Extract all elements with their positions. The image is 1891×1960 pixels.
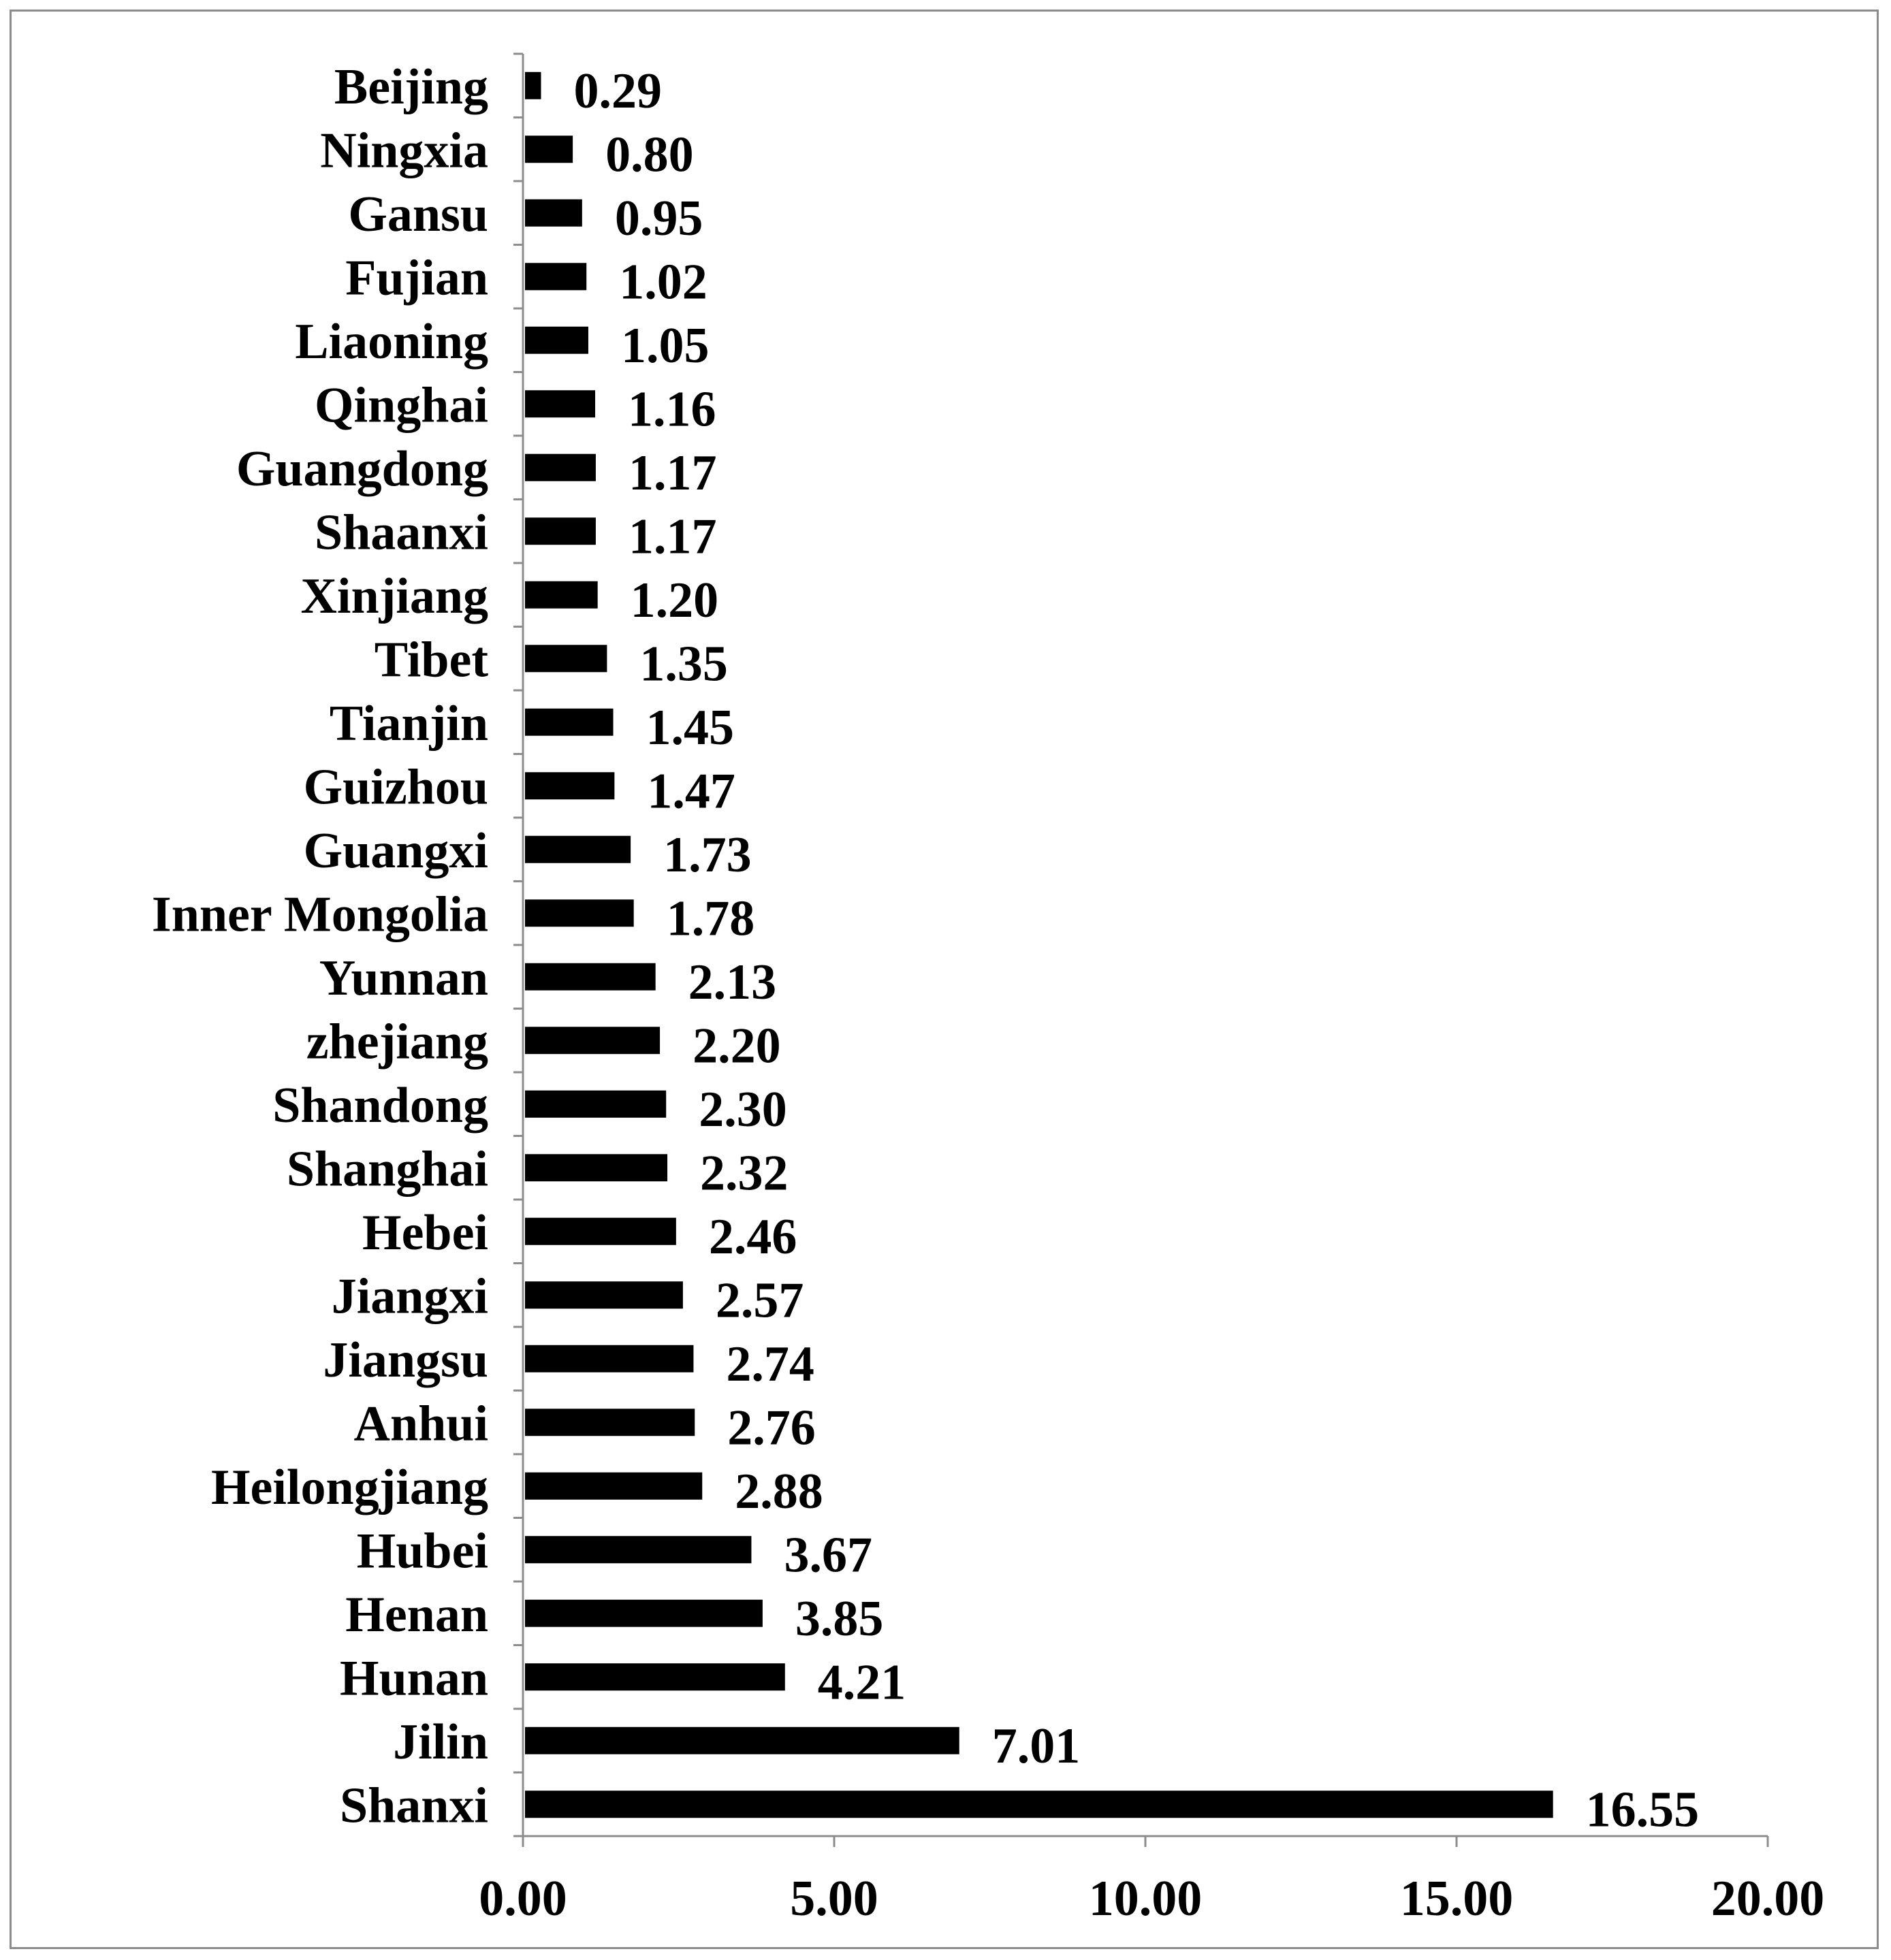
bar	[525, 263, 586, 290]
category-label: Jiangsu	[323, 1332, 488, 1388]
category-label: Hunan	[339, 1650, 488, 1707]
data-label: 1.16	[628, 381, 716, 438]
data-label: 2.76	[727, 1400, 816, 1456]
data-label: 2.46	[708, 1208, 797, 1265]
data-label: 0.29	[573, 63, 663, 119]
data-label: 3.67	[784, 1527, 872, 1584]
data-label: 1.45	[646, 699, 735, 756]
x-tick-label: 0.00	[479, 1871, 567, 1927]
bar	[525, 1409, 695, 1436]
data-label: 2.74	[726, 1336, 814, 1392]
category-label: Shanxi	[339, 1778, 488, 1834]
data-label: 1.73	[663, 826, 752, 883]
bar	[525, 135, 573, 163]
bar	[525, 390, 595, 417]
label-layer	[152, 59, 1699, 1838]
category-label: Guizhou	[303, 759, 488, 816]
category-label: Guangdong	[236, 440, 488, 497]
bar	[525, 517, 596, 545]
bar	[525, 581, 598, 609]
x-tick-label: 20.00	[1711, 1871, 1825, 1927]
category-label: Ningxia	[320, 123, 488, 179]
category-label: Xinjiang	[300, 568, 488, 624]
data-label: 1.17	[628, 445, 717, 501]
category-label: zhejiang	[306, 1014, 488, 1070]
data-label: 2.57	[715, 1272, 804, 1329]
category-label: Hebei	[362, 1204, 488, 1261]
bar-chart	[12, 12, 1881, 1951]
category-label: Shanghai	[286, 1141, 488, 1198]
data-label: 16.55	[1585, 1782, 1700, 1838]
category-label: Yunnan	[319, 950, 488, 1006]
data-label: 2.88	[735, 1463, 823, 1520]
bar	[525, 72, 541, 99]
bar	[525, 899, 634, 927]
data-label: 0.95	[614, 190, 703, 246]
bar	[525, 1154, 667, 1181]
bar	[525, 1281, 683, 1308]
data-label: 1.17	[628, 509, 717, 565]
category-label: Heilongjiang	[210, 1459, 488, 1515]
category-label: Gansu	[348, 186, 488, 242]
data-label: 2.13	[688, 954, 777, 1010]
chart-frame	[10, 10, 1879, 1949]
category-label: Inner Mongolia	[151, 886, 488, 943]
bar	[525, 1091, 666, 1118]
data-label: 1.35	[639, 636, 728, 692]
data-label: 1.05	[620, 317, 710, 374]
data-label: 2.20	[693, 1018, 781, 1074]
bar	[525, 772, 614, 799]
data-label: 0.80	[605, 127, 694, 183]
bar	[525, 1473, 702, 1500]
data-label: 1.47	[647, 763, 735, 820]
bar	[525, 1027, 660, 1054]
data-label: 1.02	[619, 254, 708, 310]
bar	[525, 1727, 959, 1754]
data-label: 4.21	[817, 1654, 906, 1711]
category-label: Anhui	[353, 1396, 488, 1452]
x-tick-label: 10.00	[1088, 1871, 1203, 1927]
bar	[525, 199, 582, 227]
category-label: Guangxi	[303, 822, 488, 879]
data-label: 7.01	[991, 1718, 1081, 1774]
bar	[525, 963, 656, 991]
bar	[525, 1790, 1553, 1818]
bar	[525, 454, 596, 481]
data-label: 1.78	[666, 890, 755, 947]
category-label: Fujian	[345, 250, 488, 306]
bar	[525, 1218, 676, 1245]
category-label: Jilin	[393, 1714, 488, 1770]
category-label: Shandong	[272, 1077, 488, 1134]
category-label: Liaoning	[295, 313, 488, 370]
data-label: 2.32	[700, 1145, 789, 1202]
category-label: Qinghai	[315, 377, 488, 434]
category-label: Beijing	[334, 59, 488, 115]
bar	[525, 1600, 763, 1627]
x-tick-label: 15.00	[1399, 1871, 1514, 1927]
bar	[525, 836, 631, 863]
category-label: Shaanxi	[314, 504, 488, 561]
data-label: 3.85	[795, 1590, 884, 1647]
bar	[525, 1663, 785, 1690]
data-label: 1.20	[630, 572, 719, 628]
bar	[525, 645, 607, 672]
bar	[525, 1345, 693, 1372]
category-label: Hubei	[356, 1523, 488, 1579]
category-label: Henan	[345, 1586, 488, 1643]
bar	[525, 327, 588, 354]
bar	[525, 1536, 751, 1563]
bar	[525, 709, 614, 736]
category-label: Tibet	[374, 632, 488, 688]
data-label: 2.30	[699, 1081, 787, 1138]
category-label: Jiangxi	[331, 1268, 488, 1325]
x-tick-label: 5.00	[790, 1871, 878, 1927]
category-label: Tianjin	[329, 695, 488, 752]
